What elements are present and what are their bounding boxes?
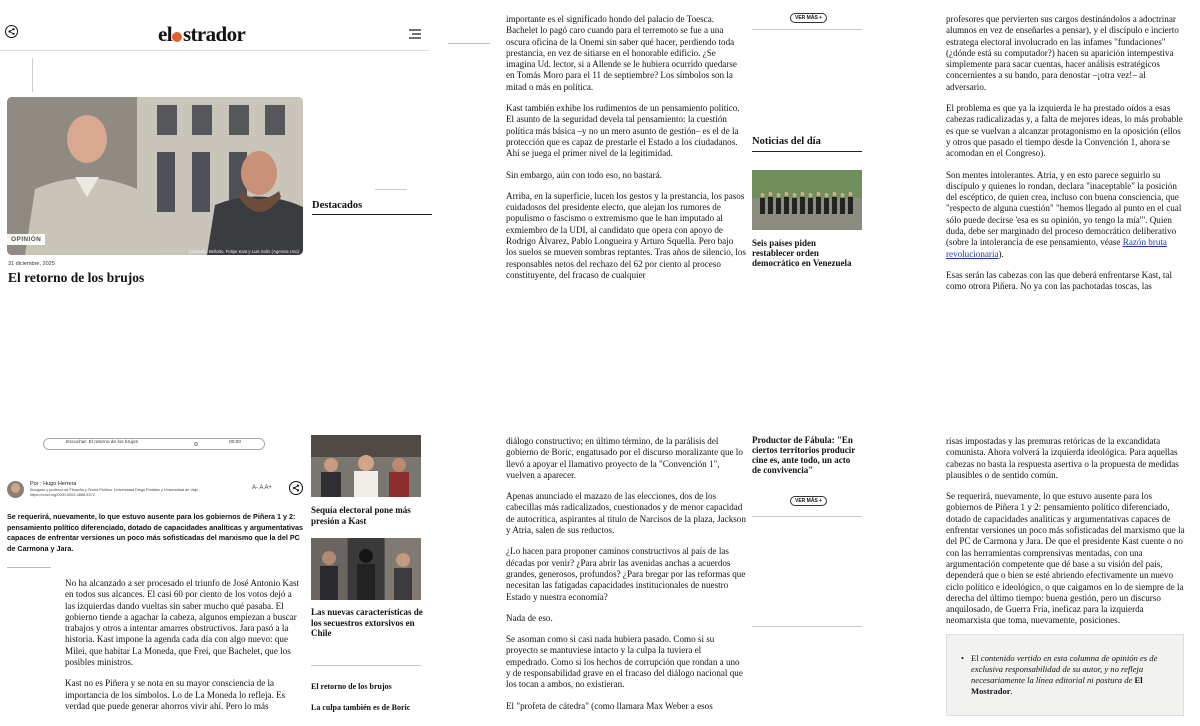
paragraph: El "profeta de cátedra" (como llamara Max Weber a esos [506, 700, 713, 711]
paragraph: risas impostadas y las premuras retóricas de la excandidata comunista. Ahora volverá la izquierda ideológica. Para aquellas cabezas no basta la respuesta asertiva o la propuesta de medidas plausibles o de sentido común. [946, 436, 1179, 480]
lead-divider [7, 567, 51, 568]
disclaimer-text [961, 653, 1173, 697]
article-lead: Se requerirá, nuevamente, lo que estuvo ausente para los gobiernos de Piñera 1 y 2: pensamiento político diferenciado, dotado de capacidades analíticas y argumentativas capaces de enfrentar versiones un poco más sofisticadas del marxismo que la del PC de Carmona y Jara. [7, 512, 303, 553]
author-url[interactable]: https://orcid.org/0000-0003-4868-4572 [30, 493, 95, 497]
paragraph: El problema es que ya la izquierda le ha prestado oídos a esas cabezas radicalizadas y, a falta de mejores ideas, lo más probable es que se vuelvan a alcanzar protagonismo en la oposición (ellos y otros que pasado el tiempo desde la Convención 1, ahora se acomodan en el Congreso). [946, 103, 1183, 159]
destacados-heading: Destacados [312, 200, 363, 211]
crowd-photo [311, 435, 421, 497]
sidebar-divider-2 [752, 516, 862, 517]
audio-listen-label: Escuchar [66, 440, 86, 445]
paragraph: Arriba, en la superficie, lucen los gestos y la prestancia, los pasos cuidadosos del presidente electo, que alejan los rumores de populismo o fascismo o extremismo que le han imputado al exmiembro de la UDI, al candidato que opera con apoyo de Rodrigo Álvarez, Pablo Longueira y Arturo Squella. Pero bajo los suelos se mueven sombras reptantes. Tras años de silencio, los responsables netos del rechazo del 62 por ciento al proceso constituyente, del fracaso de cualquier [506, 190, 746, 280]
audio-player[interactable] [43, 438, 265, 450]
article-title: El retorno de los brujos [8, 270, 145, 285]
article-date: 31 diciembre, 2025 [8, 261, 55, 267]
opinion-disclaimer [946, 634, 1184, 716]
logo-text-strador: strador [182, 22, 246, 46]
share-icon [6, 26, 17, 37]
razon-bruta-link[interactable]: Razón bruta revolucionaria [946, 237, 1167, 259]
paragraph: Kast no es Piñera y se nota en su mayor consciencia de la importancia de los símbolos. Lo de La Moneda lo refleja. Es verdad que puede generar ahorros vivir ahí. Pero lo más [65, 678, 286, 711]
disclaimer-body: contenido vertido en esta columna de opinión es de exclusiva responsabilidad de su autor, y no refleja necesariamente la línea editorial ni postura de [971, 653, 1158, 685]
avatar-face [11, 483, 20, 493]
plus-icon: + [819, 15, 823, 21]
sidebar-divider-3 [752, 626, 862, 627]
sidebar-list-item-2[interactable]: La culpa también es de Boric [311, 703, 411, 712]
menu-button[interactable] [409, 26, 421, 36]
article-column-4-bottom [946, 436, 1186, 636]
hero-image[interactable] [7, 97, 303, 255]
sidebar-divider [752, 29, 862, 30]
header-divider-right [305, 50, 429, 51]
hamburger-menu-icon [409, 29, 421, 39]
news-card-title-3[interactable]: Sequía electoral pone más presión a Kast [311, 505, 411, 526]
sidebar-list-item-1[interactable]: El retorno de los brujos [311, 682, 392, 691]
header-divider [0, 50, 305, 51]
plus-icon: + [819, 498, 823, 504]
author-bio: Abogado y profesor de Filosofía y Teoría Política. Universidad Diego Portales y Universidad de Valp... [30, 488, 201, 492]
paragraph: Se requerirá, nuevamente, lo que estuvo ausente para los gobiernos de Piñera 1 y 2: pensamiento político diferenciado, dotado de capacidades analíticas y argumentativas capaces de enfrentar versiones un poco más sofisticadas del marxismo que la del PC de Carmona y Jara. De que el presidente Kast cuente o no con las herramientas comprensivas mentadas, con una argumentación competente que dé base a su visión del país, dependerá que o bien se esté abriendo efectivamente un nuevo ciclo político e ideológico, o que caigamos en lo de siempre de la derecha del último tiempo: buena gestión, pero un discurso anquilosado, de Guerra Fría, ineficaz para la izquierda neomarxista que toma, nuevamente, posiciones. [946, 491, 1185, 626]
share-icon [290, 482, 302, 494]
ver-mas-label: VER MÁS [795, 15, 818, 21]
small-rule-a [448, 43, 490, 44]
group-photo [752, 170, 862, 230]
site-logo[interactable] [158, 22, 245, 47]
paragraph: diálogo constructivo; en último término, de la parálisis del gobierno de Boric, engatusado por el discurso moralizante que lo llevó a apoyar el llamativo proyecto de la "Convención 1", vuelven a aparecer. [506, 436, 743, 480]
paragraph [946, 170, 1186, 260]
author-avatar[interactable] [7, 481, 24, 498]
paragraph: No ha alcanzado a ser procesado el triunfo de José Antonio Kast en todos sus alcances. El casi 60 por ciento de los votos dejó a las izquierdas dando vueltas sin saber mucho qué pasaba. El gobierno tiende a agachar la cabeza, algunos empiezan a buscar trabajos y otros a intentar amarres obstructivos. Jara pasó a la historia. Kast impone la agenda cada día con algo nuevo: que Milei, que habitar La Moneda, que Frei, que Bachelet, que los posibles ministros. [65, 578, 300, 668]
logo-text-el: el [158, 22, 172, 46]
ver-mas-label: VER MÁS [795, 498, 818, 504]
article-column-2-top [506, 14, 746, 297]
news-card-image-1[interactable] [752, 170, 862, 230]
news-card-title-4[interactable]: Las nuevas características de los secuestros extorsivos en Chile [311, 607, 423, 638]
bullet-icon: • [961, 653, 965, 663]
news-card-image-3[interactable] [311, 435, 421, 497]
hero-caption: Sebastián Bellotto, Felipe Kast y Luis Solís (Agencia Uno) [188, 249, 299, 254]
link-suffix: ). [998, 248, 1004, 259]
ver-mas-button[interactable] [790, 13, 827, 23]
paragraph: Apenas anunciado el mazazo de las elecciones, dos de los cabecillas más radicalizados, cuestionados y de menor capacidad de autocrítica, aspirantes al título de Narcisos de la plaza, Jackson y Atria, salen de sus reductos. [506, 491, 746, 536]
top-left-tile [0, 0, 305, 300]
paragraph: Kast también exhibe los rudimentos de un pensamiento político. El asunto de la seguridad devela tal pensamiento: la cuestión política más básica –y no un mero asunto de gestión– es el de la protección que es capaz de prestarle el Estado a los ciudadanos. Ahí se juega el primer nivel de la legitimidad. [506, 103, 740, 159]
paragraph: Nada de eso. [506, 612, 553, 623]
paragraph: Esas serán las cabezas con las que deberá enfrentarse Kast, tal como otrora Piñera. No ya con las pachotadas toscas, las [946, 269, 1172, 292]
logo-dot-icon [172, 32, 182, 42]
paragraph: Sin embargo, aún con todo eso, no bastará. [506, 169, 662, 180]
article-column-2-bottom [506, 436, 746, 716]
share-button[interactable] [5, 25, 18, 38]
paragraph: importante es el significado hondo del palacio de Toesca. Bachelet lo pagó caro cuando para el terremoto se fue a una oscura oficina de la Onemi sin saber qué hacer, perdiendo toda prestancia, en vez de sitiarse en el honorable edificio. ¿Se imagina Ud. lector, si a Allende se le hubiera ocurrido quedarse en Tomás Moro para el 11 de septiembre? Los símbolos son la mitad o más en política. [506, 14, 737, 92]
news-card-image-4[interactable] [311, 538, 421, 600]
audio-time: 00:00 [229, 440, 242, 445]
destacados-underline [312, 214, 432, 215]
article-column-4-top [946, 14, 1186, 297]
opinion-tag[interactable]: OPINIÓN [7, 234, 45, 245]
disclaimer-brand: El Mostrador [971, 675, 1143, 696]
paragraph: Se asoman como si casi nada hubiera pasado. Como si su proyecto se mantuviese intacto y la culpa la tuviera el empedrado. Como si los hechos de corrupción que rondan a uno y de responsabilidad grave en el fracaso del diálogo nacional que los tocan a ambos, no existieran. [506, 634, 743, 690]
ver-mas-button-2[interactable] [790, 496, 827, 506]
audio-label: Escuchar: El retorno de los brujos [66, 440, 138, 445]
paragraph: ¿Lo hacen para proponer caminos constructivos al país de las décadas por venir? ¿Para abrir las avenidas anchas a acuerdos grandes, generosos, profundos? ¿Para bregar por las reformas que necesitan las fatigadas capacidades institucionales de nuestro Estado y nuestra economía? [506, 546, 746, 602]
author-byline[interactable]: Por : Hugo Herrera [30, 481, 77, 487]
article-column-1 [65, 578, 303, 713]
news-card-title-2[interactable]: Productor de Fábula: "En ciertos territorios producir cine es, ante todo, un acto de convivencia" [752, 435, 856, 475]
paragraph-text: Son mentes intolerantes. Atria, y en esto parece seguirlo su discípulo y quienes lo rondan, declara "inaceptable" la posición del escéptico, de quien crea, incluso con buena consciencia, que "respecto de alguna cuestión" "hemos llegado al punto en el cual sólo puede decirse 'esa es su opinión, yo tengo la mía'". Quien duda, debe ser marginado del proceso democrático deliberativo (sobre la intolerancia de ese pensamiento, véase [946, 169, 1182, 248]
paragraph: profesores que pervierten sus cargos destinándolos a adoctrinar alumnos en vez de enseñarles a pensar), y el discípulo e incierto estratega electoral involucrado en las infames "fundaciones" (¿dónde está su computador?) hacen su aparición intempestiva simplemente para sacar cuentas, hacer análisis estratégicos concernientes a su bando, para denostar –¡otra vez!– al adversario. [946, 14, 1179, 92]
disclaimer-pre: El [971, 653, 979, 663]
small-rule-b [375, 189, 407, 190]
vertical-divider [32, 58, 33, 92]
audio-title: El retorno de los brujos [88, 440, 138, 445]
noticias-heading: Noticias del día [752, 136, 821, 147]
collage-photo [311, 538, 421, 600]
hero-photo [7, 97, 303, 255]
noticias-underline [752, 151, 862, 152]
audio-progress-knob[interactable] [194, 442, 198, 446]
article-share-button[interactable] [289, 481, 303, 495]
font-size-controls[interactable]: A- A A+ [252, 485, 272, 491]
news-card-title-1[interactable]: Seis países piden restablecer orden democrático en Venezuela [752, 238, 852, 268]
sidebar-list-divider [311, 665, 421, 666]
disclaimer-post: . [1010, 686, 1013, 696]
